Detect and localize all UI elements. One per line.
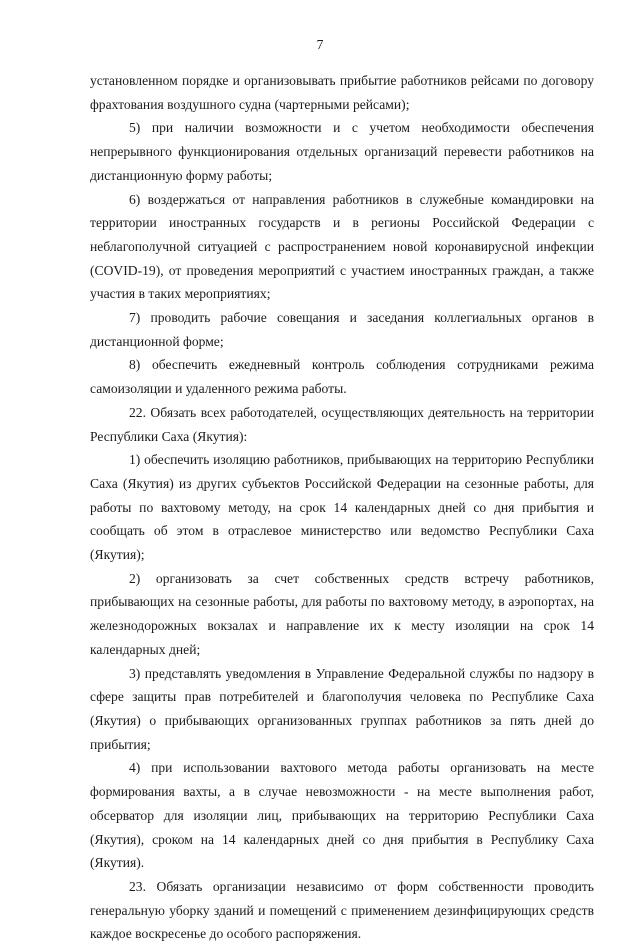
paragraph-item-8: 8) обеспечить ежедневный контроль соблюдения сотрудниками режима самоизоляции и удаленного режима работы. [90, 357, 594, 397]
paragraph-section-22-item-1: 1) обеспечить изоляцию работников, прибывающих на территорию Республики Саха (Якутия) из других субъектов Российской Федерации на сезонные работы, для работы по вахтовому методу, на срок 14 календарных дней со дня прибытия и сообщать об этом в отраслевое министерство или ведомство Республики Саха (Якутия); [90, 452, 594, 563]
paragraph-section-22: 22. Обязать всех работодателей, осуществляющих деятельность на территории Республики Саха (Якутия): [90, 404, 594, 444]
paragraph-item-7: 7) проводить рабочие совещания и заседания коллегиальных органов в дистанционной форме; [90, 310, 594, 349]
paragraph-item-6: 6) воздержаться от направления работников в служебные командировки на территории иностранных государств и в регионы Российской Федерации с неблагополучной ситуацией с распространением новой коронавирусной инфекции (COVID-19), от проведения мероприятий с участием иностранных граждан, а также участия в таких мероприятиях; [90, 191, 594, 302]
paragraph-section-22-item-2: 2) организовать за счет собственных средств встречу работников, прибывающих на сезонные работы, для работы по вахтовому методу, в аэропортах, на железнодорожных вокзалах и направление их к месту изоляции на срок 14 календарных дней; [90, 570, 594, 657]
page-number: 7 [316, 37, 324, 52]
document-body [90, 69, 594, 946]
paragraph-continuation: установленном порядке и организовывать прибытие работников рейсами по договору фрахтования воздушного судна (чартерными рейсами); [90, 73, 594, 112]
paragraph-item-5: 5) при наличии возможности и с учетом необходимости обеспечения непрерывного функционирования отдельных организаций перевести работников на дистанционную форму работы; [90, 120, 594, 183]
paragraph-section-22-item-4: 4) при использовании вахтового метода работы организовать на месте формирования вахты, а в случае невозможности - на месте выполнения работ, обсерватор для изоляции лиц, прибывающих на территорию Республики Саха (Якутия), сроком на 14 календарных дней со дня прибытия в Республику Саха (Якутия). [90, 760, 594, 871]
paragraph-section-23: 23. Обязать организации независимо от форм собственности проводить генеральную уборку зданий и помещений с применением дезинфицирующих средств каждое воскресенье до особого распоряжения. [90, 878, 594, 942]
paragraph-section-22-item-3: 3) представлять уведомления в Управление Федеральной службы по надзору в сфере защиты прав потребителей и благополучия человека по Республике Саха (Якутия) о прибывающих организованных группах работников за пять дней до прибытия; [90, 665, 594, 752]
